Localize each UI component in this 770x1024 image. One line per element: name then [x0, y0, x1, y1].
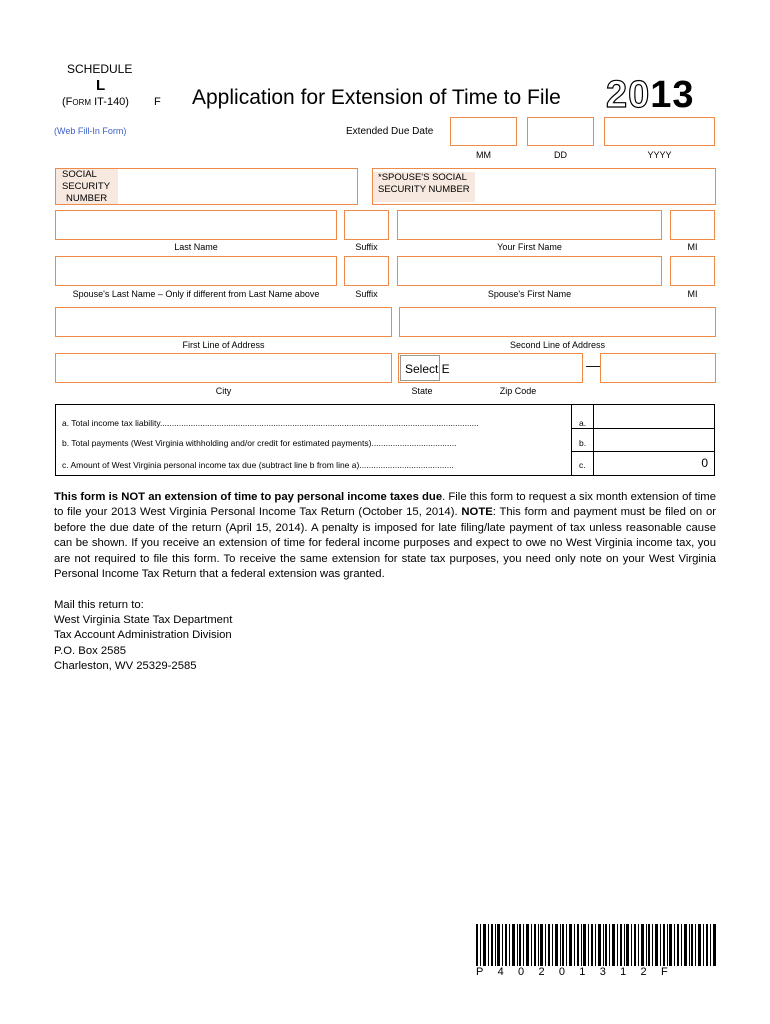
mi-label: MI	[687, 242, 698, 252]
spouse-first-name-input[interactable]	[397, 256, 662, 286]
line-c-text: c. Amount of West Virginia personal income tax due (subtract line b from line a)........................................	[62, 460, 454, 470]
mail-line3: Tax Account Administration Division	[54, 629, 232, 642]
line-a-input[interactable]	[594, 405, 714, 428]
notice-text-1: . File this form to request a six month extension of time to file your 2013 West Virginia Personal Income Tax Return (October 15, 2014).	[54, 491, 716, 519]
line-c-letter: c.	[579, 460, 586, 470]
spouse-suffix-label: Suffix	[355, 289, 378, 299]
zip-extension-input[interactable]	[600, 353, 716, 383]
address-line1-label: First Line of Address	[182, 340, 265, 350]
state-label: State	[411, 386, 433, 396]
spouse-ssn-label-line2: SECURITY NUMBER	[378, 184, 470, 195]
schedule-label: SCHEDULE	[67, 62, 133, 76]
mm-label: MM	[476, 150, 491, 160]
line-a-text: a. Total income tax liability.......................................................................................................................................	[62, 418, 479, 428]
due-date-yyyy-input[interactable]	[604, 117, 715, 146]
mail-line4: P.O. Box 2585	[54, 644, 127, 657]
form-code	[62, 96, 129, 108]
web-fill-in-label: (Web Fill-In Form)	[54, 126, 127, 136]
due-date-mm-input[interactable]	[450, 117, 517, 146]
notice-bold-2: NOTE	[461, 506, 493, 519]
mail-line5: Charleston, WV 25329-2585	[54, 659, 197, 672]
notice-bold-1: This form is NOT an extension of time to pay personal income taxes due	[54, 491, 443, 503]
column-divider	[571, 405, 572, 475]
page-title: Application for Extension of Time to File	[192, 86, 561, 109]
spouse-suffix-input[interactable]	[344, 256, 389, 286]
schedule-letter: L	[96, 77, 106, 94]
year-outline: 20	[606, 74, 651, 116]
form-prefix: (F	[62, 96, 73, 108]
ssn-label-line2: SECURITY	[62, 181, 111, 192]
line-a-letter: a.	[579, 418, 587, 428]
mailing-address	[54, 598, 232, 674]
last-name-label: Last Name	[174, 242, 218, 252]
f-mark: F	[154, 96, 161, 108]
form-small: ORM	[72, 98, 92, 107]
spouse-first-name-label: Spouse's First Name	[487, 289, 572, 299]
ssn-label-line1: SOCIAL	[62, 169, 97, 180]
tax-year	[606, 74, 695, 117]
suffix-label: Suffix	[355, 242, 378, 252]
city-label: City	[215, 386, 232, 396]
form-number: IT-140)	[91, 96, 129, 108]
state-zip-container	[398, 353, 583, 383]
address-line2-input[interactable]	[399, 307, 716, 337]
spouse-ssn-label-line1: *SPOUSE'S SOCIAL	[378, 172, 467, 183]
zip-label: Zip Code	[499, 386, 537, 396]
due-date-dd-input[interactable]	[527, 117, 594, 146]
line-b-text: b. Total payments (West Virginia withholding and/or credit for estimated payments)....................................	[62, 438, 457, 448]
extended-due-date-label: Extended Due Date	[346, 126, 434, 137]
year-solid: 13	[650, 74, 695, 116]
zip-dash: —	[586, 357, 600, 373]
line-c-value: 0	[701, 456, 708, 470]
line-b-input[interactable]	[594, 429, 714, 451]
line-b-letter: b.	[579, 438, 587, 448]
barcode	[476, 924, 716, 966]
spouse-mi-label: MI	[687, 289, 698, 299]
address-line2-label: Second Line of Address	[509, 340, 606, 350]
spouse-ssn-label	[373, 172, 475, 202]
spouse-mi-input[interactable]	[670, 256, 715, 286]
first-name-label: Your First Name	[497, 242, 562, 252]
notice-text-2: : This form and payment must be filed on or before the due date of the return (April 15, 2014). A penalty is imposed for late filing/late payment of tax unless reasonable cause can be shown. If you receive an extension of time for federal income purposes and expect to owe no West Virginia income tax, you are not required to file this form. To receive the same extension for state tax purposes, you need only note on your West Virginia Personal Income Tax Return that a federal extension was granted.	[54, 506, 716, 581]
dd-label: DD	[554, 150, 567, 160]
barcode-text: P40201312F	[476, 966, 682, 978]
address-line1-input[interactable]	[55, 307, 392, 337]
state-select[interactable]: Select E	[400, 355, 440, 381]
mail-line1: Mail this return to:	[54, 599, 144, 611]
row-divider	[571, 451, 714, 452]
mi-input[interactable]	[670, 210, 715, 240]
mail-line2: West Virginia State Tax Department	[54, 614, 233, 627]
ssn-label-line3: NUMBER	[66, 193, 108, 204]
last-name-input[interactable]	[55, 210, 337, 240]
spouse-last-name-label: Spouse's Last Name – Only if different from Last Name above	[72, 289, 320, 299]
city-input[interactable]	[55, 353, 392, 383]
ssn-label	[56, 169, 118, 204]
suffix-input[interactable]	[344, 210, 389, 240]
yyyy-label: YYYY	[647, 150, 672, 160]
notice-paragraph	[54, 490, 716, 582]
spouse-last-name-input[interactable]	[55, 256, 337, 286]
tax-lines-table	[55, 404, 715, 476]
first-name-input[interactable]	[397, 210, 662, 240]
